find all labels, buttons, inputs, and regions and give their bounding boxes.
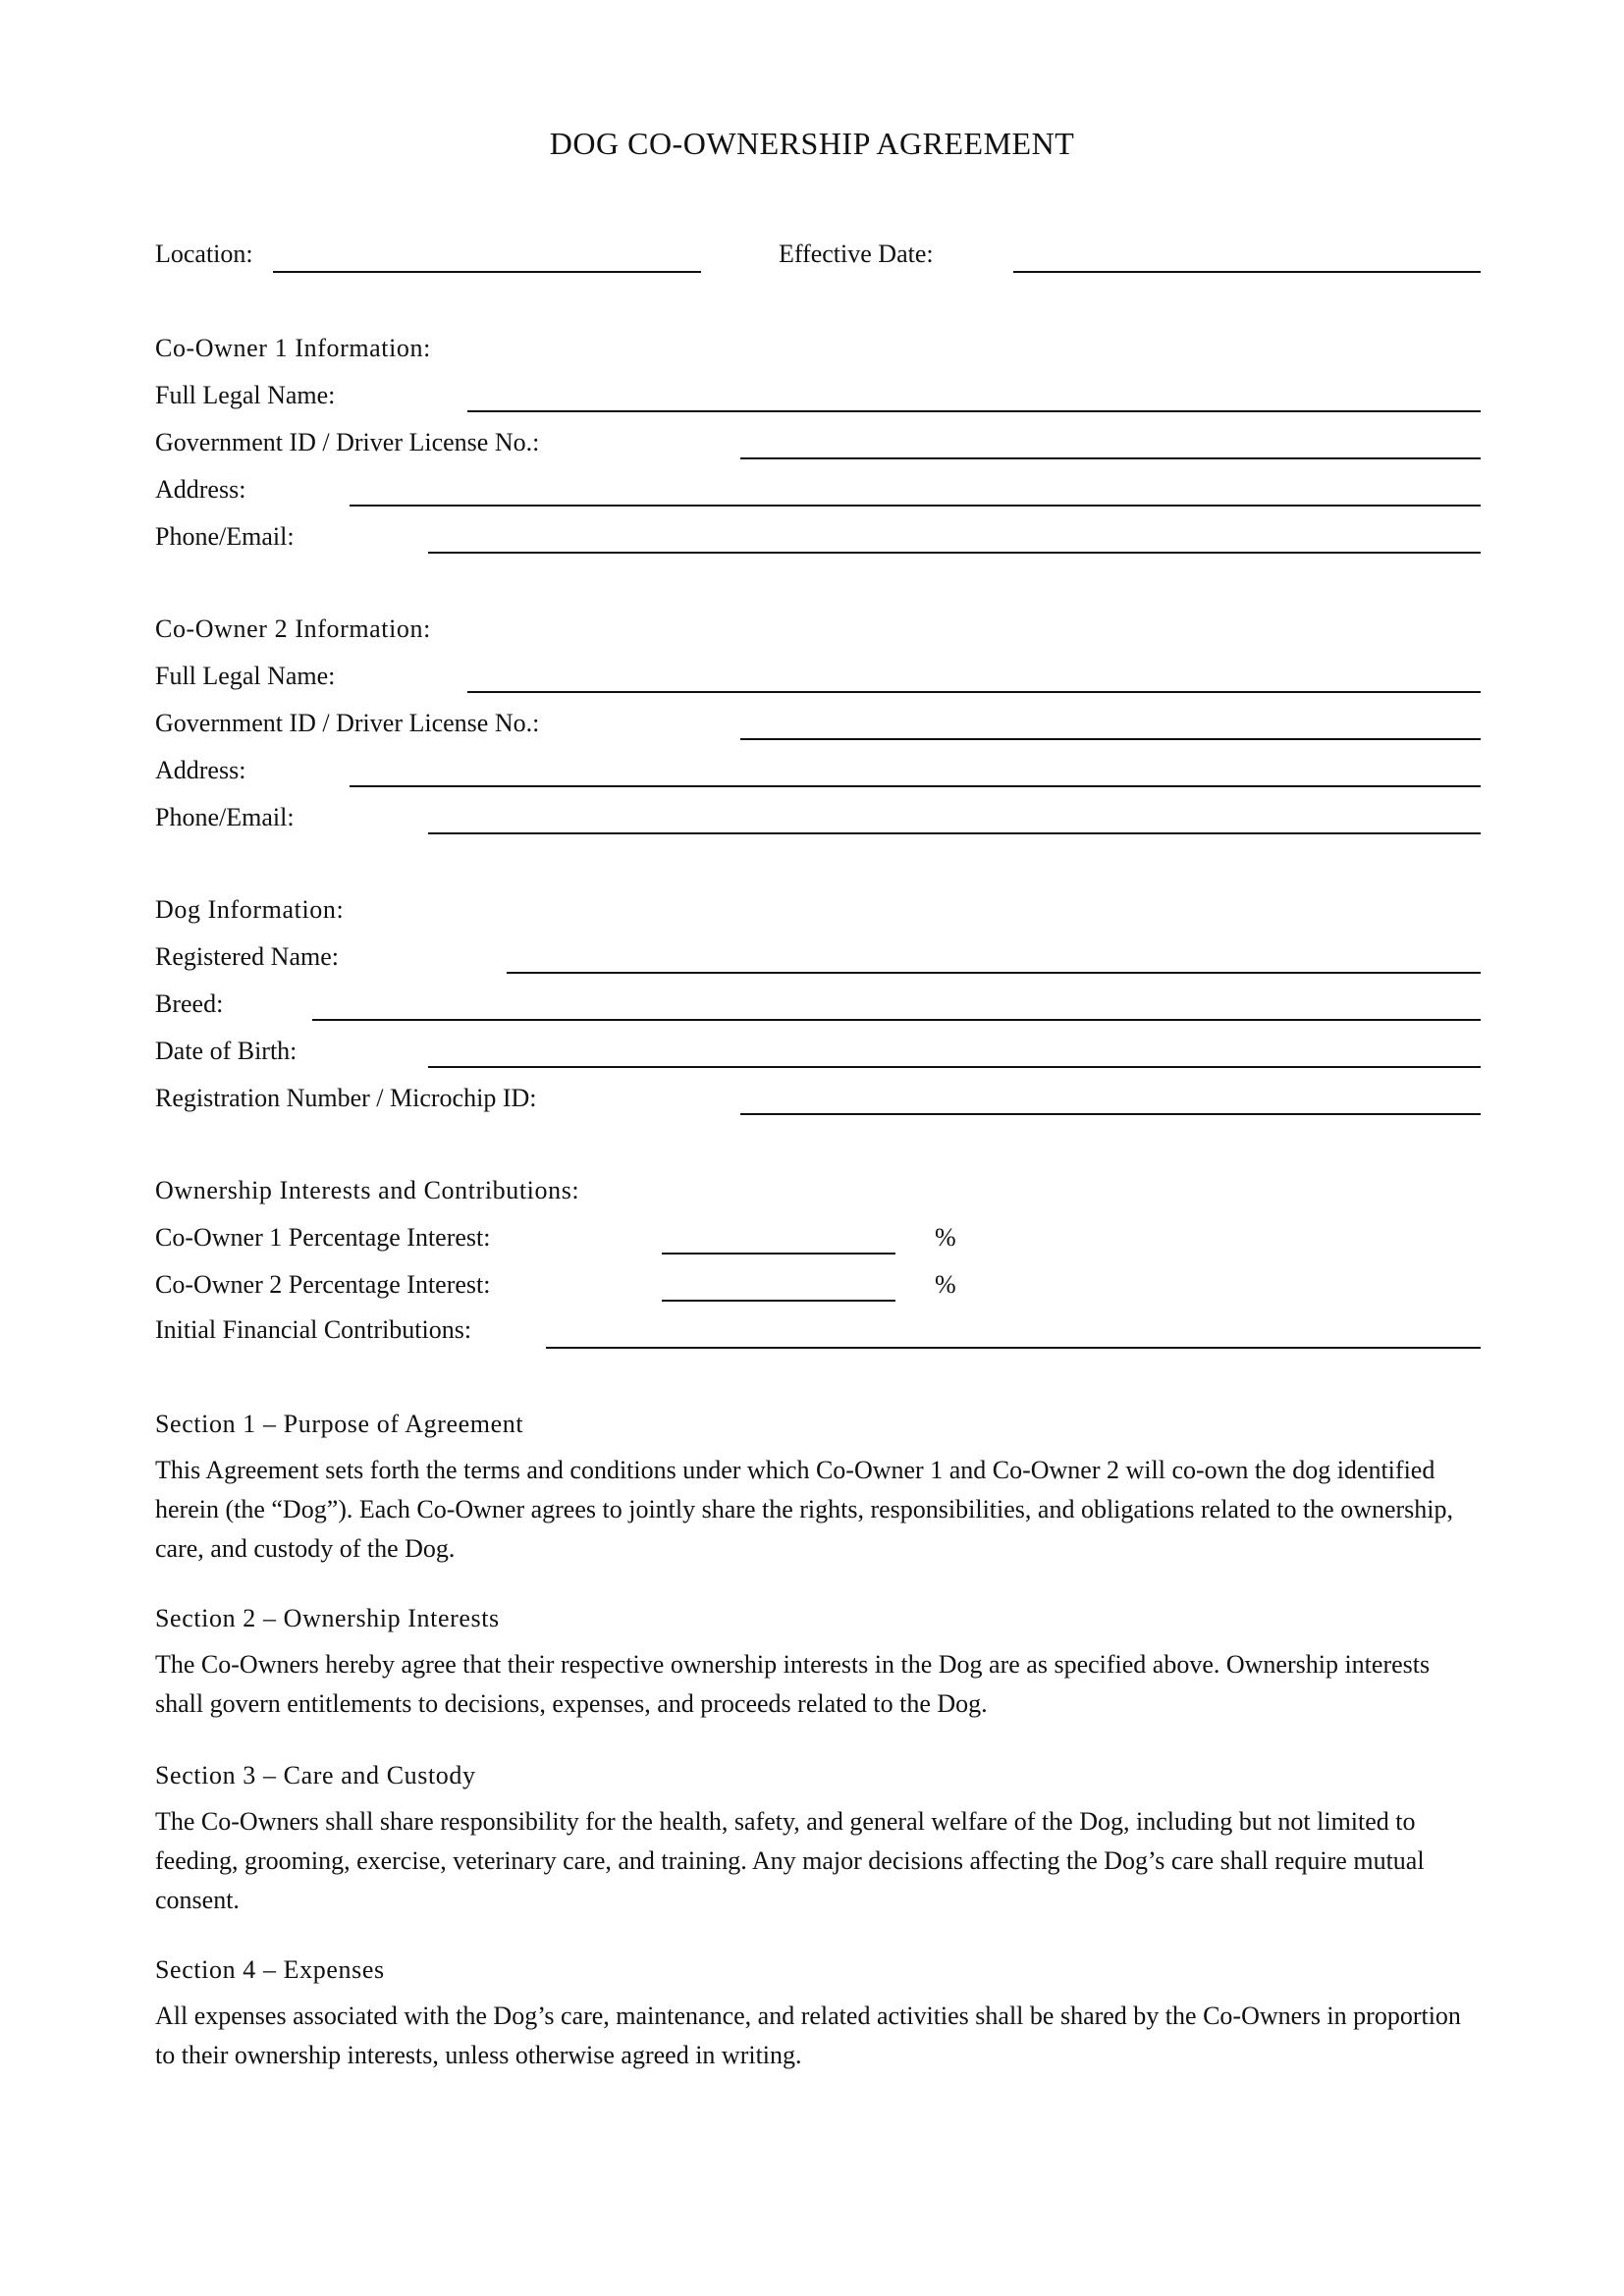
section-1-text: This Agreement sets forth the terms and conditions under which Co-Owner 1 and Co-Owner 2 will co-own the dog identified herein (the “Dog”). Each Co-Owner agrees to jointly share the rights, responsibilities, and obligations related to the ownership, care, and custody of the Dog. <box>155 1456 1454 1563</box>
document-title: DOG CO-OWNERSHIP AGREEMENT <box>549 126 1075 161</box>
co-owner-2-address-label: Address: <box>155 756 246 784</box>
location-field[interactable] <box>273 271 701 273</box>
co-owner-1-contact-label: Phone/Email: <box>155 522 295 551</box>
section-4-text: All expenses associated with the Dog’s care, maintenance, and related activities shall be shared by the Co-Owners in proportion to their ownership interests, unless otherwise agreed in writing. <box>155 2002 1461 2069</box>
co-owner-1-gov-id-field[interactable] <box>740 457 1481 459</box>
co-owner-2-contact-label: Phone/Email: <box>155 803 295 831</box>
co-owner-2-pct-label: Co-Owner 2 Percentage Interest: <box>155 1270 491 1299</box>
dob-field[interactable] <box>428 1066 1481 1068</box>
section-1-heading: Section 1 – Purpose of Agreement <box>155 1410 524 1438</box>
financial-contributions-label: Initial Financial Contributions: <box>155 1315 472 1344</box>
co-owner-1-full-name-label: Full Legal Name: <box>155 381 336 409</box>
breed-label: Breed: <box>155 989 224 1018</box>
ownership-heading: Ownership Interests and Contributions: <box>155 1176 580 1204</box>
co-owner-1-address-label: Address: <box>155 475 246 504</box>
co-owner-2-contact-field[interactable] <box>428 832 1481 834</box>
registered-name-field[interactable] <box>507 972 1481 974</box>
co-owner-2-gov-id-field[interactable] <box>740 738 1481 740</box>
co-owner-1-pct-field[interactable] <box>662 1253 895 1255</box>
section-2-text: The Co-Owners hereby agree that their respective ownership interests in the Dog are as specified above. Ownership interests shall govern entitlements to decisions, expenses, and proceeds related to the Dog. <box>155 1650 1431 1718</box>
registration-label: Registration Number / Microchip ID: <box>155 1084 537 1112</box>
co-owner-2-pct-symbol: % <box>935 1270 956 1299</box>
co-owner-1-full-name-field[interactable] <box>467 410 1481 412</box>
location-label: Location: <box>155 240 253 268</box>
effective-date-label: Effective Date: <box>779 240 934 268</box>
co-owner-2-address-field[interactable] <box>350 785 1481 787</box>
effective-date-field[interactable] <box>1013 271 1481 273</box>
co-owner-1-address-field[interactable] <box>350 505 1481 507</box>
section-2-heading: Section 2 – Ownership Interests <box>155 1604 500 1632</box>
co-owner-1-gov-id-label: Government ID / Driver License No.: <box>155 428 540 456</box>
section-3-heading: Section 3 – Care and Custody <box>155 1761 476 1789</box>
co-owner-2-gov-id-label: Government ID / Driver License No.: <box>155 709 540 737</box>
co-owner-1-heading: Co-Owner 1 Information: <box>155 334 431 362</box>
registration-field[interactable] <box>740 1113 1481 1115</box>
co-owner-1-pct-symbol: % <box>935 1223 956 1252</box>
co-owner-2-full-name-field[interactable] <box>467 691 1481 693</box>
financial-contributions-field[interactable] <box>546 1347 1481 1349</box>
section-4-heading: Section 4 – Expenses <box>155 1955 385 1984</box>
co-owner-1-contact-field[interactable] <box>428 552 1481 554</box>
dog-info-heading: Dog Information: <box>155 895 345 924</box>
co-owner-2-heading: Co-Owner 2 Information: <box>155 614 431 643</box>
co-owner-1-pct-label: Co-Owner 1 Percentage Interest: <box>155 1223 491 1252</box>
co-owner-2-full-name-label: Full Legal Name: <box>155 662 336 690</box>
co-owner-2-pct-field[interactable] <box>662 1300 895 1302</box>
registered-name-label: Registered Name: <box>155 942 339 971</box>
breed-field[interactable] <box>312 1019 1481 1021</box>
dob-label: Date of Birth: <box>155 1037 298 1065</box>
section-3-text: The Co-Owners shall share responsibility for the health, safety, and general welfare of the Dog, including but not limited to feeding, grooming, exercise, veterinary care, and training. Any major decisions affecting the Dog’s care shall require mutual consent. <box>155 1807 1425 1914</box>
